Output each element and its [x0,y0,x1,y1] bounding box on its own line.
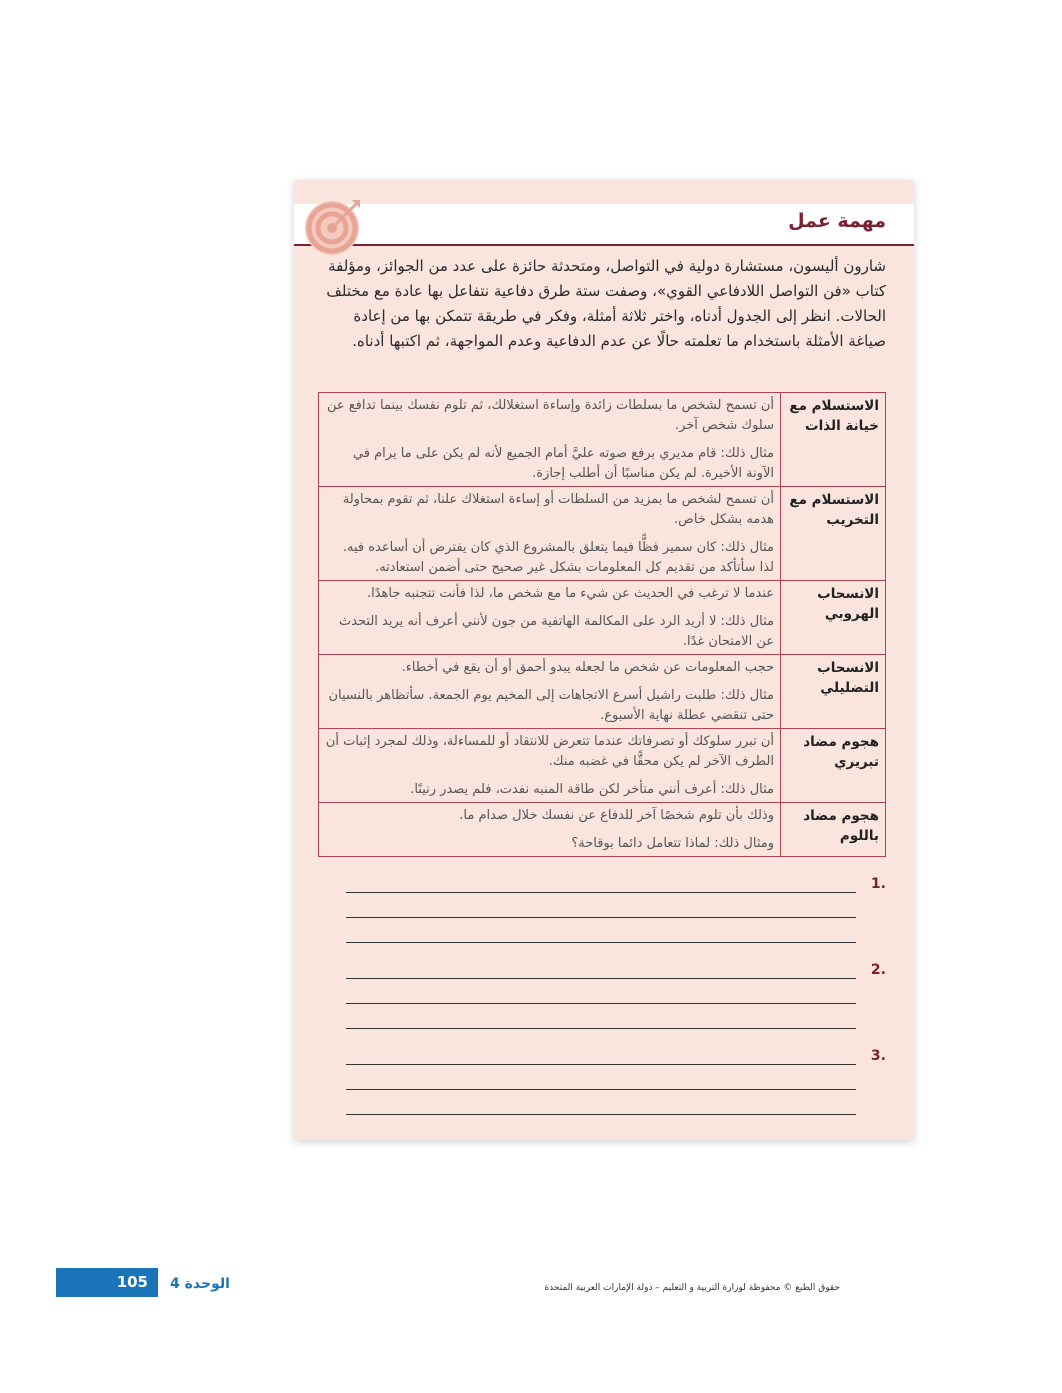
example-text: ومثال ذلك: لماذا تتعامل دائما بوقاحة؟ [571,836,774,851]
copyright-notice: حقوق الطبع © محفوظة لوزارة التربية و التعليم – دولة الإمارات العربية المتحدة [544,1283,840,1293]
description-cell [319,393,781,487]
answer-line[interactable] [346,1064,856,1065]
example-text: مثال ذلك: لا أريد الرد على المكالمة الهاتفية من جون لأنني أعرف أنه يريد التحدث عن الامتحان غدًا. [338,614,774,649]
definition-text: حجب المعلومات عن شخص ما لجعله يبدو أحمق أو أن يقع في أخطاء. [401,660,774,675]
answer-number: .1 [870,876,886,892]
page-number-tab [56,1268,158,1297]
answer-line[interactable] [346,917,856,918]
task-title: مهمة عمل [788,210,886,232]
unit-label: الوحدة 4 [170,1276,230,1292]
table-row [319,803,886,857]
answer-line[interactable] [346,1028,856,1029]
table-row [319,655,886,729]
example-text: مثال ذلك: طلبت راشيل أسرع الاتجاهات إلى المخيم يوم الجمعة. سأتظاهر بالنسيان حتى تنقضي عطلة نهاية الأسبوع. [328,688,774,723]
term-cell: الانسحاب التضليلي [781,655,886,729]
page-number: 105 [116,1273,148,1291]
term-cell: الاستسلام مع التخريب [781,487,886,581]
definition-text: أن تسمح لشخص ما بمزيد من السلطات أو إساءة استغلاك علنا، ثم تقوم بمحاولة هدمه بشكل خاص. [342,492,774,527]
description-cell [319,729,781,803]
answer-item[interactable] [346,874,886,960]
definition-text: عندما لا ترغب في الحديث عن شيء ما مع شخص ما، لذا فأنت تتجنبه جاهدًا. [366,586,774,601]
answer-number: .2 [870,962,886,978]
answer-number: .3 [870,1048,886,1064]
definition-text: أن تسمح لشخص ما بسلطات زائدة وإساءة استغلالك، ثم تلوم نفسك بينما تدافع عن سلوك شخص آخر. [326,398,774,433]
task-card [294,180,914,1140]
target-icon [304,196,364,256]
answer-item[interactable] [346,1046,886,1132]
description-cell [319,487,781,581]
answer-line[interactable] [346,942,856,943]
answer-line[interactable] [346,892,856,893]
answer-item[interactable] [346,960,886,1046]
task-intro: شارون أليسون، مستشارة دولية في التواصل، ومتحدثة حائزة على عدد من الجوائز، ومؤلفة كتاب «فن التواصل اللادفاعي القوي»، وصفت ستة طرق دفاعية نتفاعل بها عادة مع مختلف الحالات. انظر إلى الجدول أدناه، واختر ثلاثة أمثلة، وفكر في طريقة تتمكن بها من إعادة صياغة الأمثلة باستخدام ما تعلمته حالًا عن عدم الدفاعية وعدم المواجهة، ثم اكتبها أدناه. [326,257,886,350]
definition-text: وذلك بأن تلوم شخصًا آخر للدفاع عن نفسك خلال صدام ما. [459,808,774,823]
example-text: مثال ذلك: كان سمير فظًّا فيما يتعلق بالمشروع الذي كان يفترض أن أساعده فيه. لذا سأتأكد من تقديم كل المعلومات بشكل غير صحيح حتى أضمن استعادته. [342,540,774,575]
example-text: مثال ذلك: أعرف أنني متأخر لكن طاقة المنبه نفدت، فلم يصدر رنينًا. [410,782,774,797]
answer-line[interactable] [346,1114,856,1115]
definition-text: أن تبرر سلوكك أو تصرفاتك عندما تتعرض للانتقاد أو للمساءلة، وذلك لمجرد إثبات أن الطرف الآخر لم يكن محقًّا في غضبه منك. [325,734,774,769]
defensive-styles-table [318,392,886,857]
table-row [319,487,886,581]
example-text: مثال ذلك: قام مديري برفع صوته عليَّ أمام الجميع لأنه لم يكن على ما يرام في الآونة الأخيرة. لم يكن مناسبًا أن أطلب إجازة. [352,446,774,481]
answer-area [346,874,886,1132]
term-cell: الانسحاب الهروبي [781,581,886,655]
description-cell [319,803,781,857]
term-cell: الاستسلام مع خيانة الذات [781,393,886,487]
answer-line[interactable] [346,1003,856,1004]
answer-line[interactable] [346,1089,856,1090]
table-row [319,729,886,803]
term-cell: هجوم مضاد تبريري [781,729,886,803]
description-cell [319,655,781,729]
answer-line[interactable] [346,978,856,979]
description-cell [319,581,781,655]
term-cell: هجوم مضاد باللوم [781,803,886,857]
table-row [319,393,886,487]
table-row [319,581,886,655]
